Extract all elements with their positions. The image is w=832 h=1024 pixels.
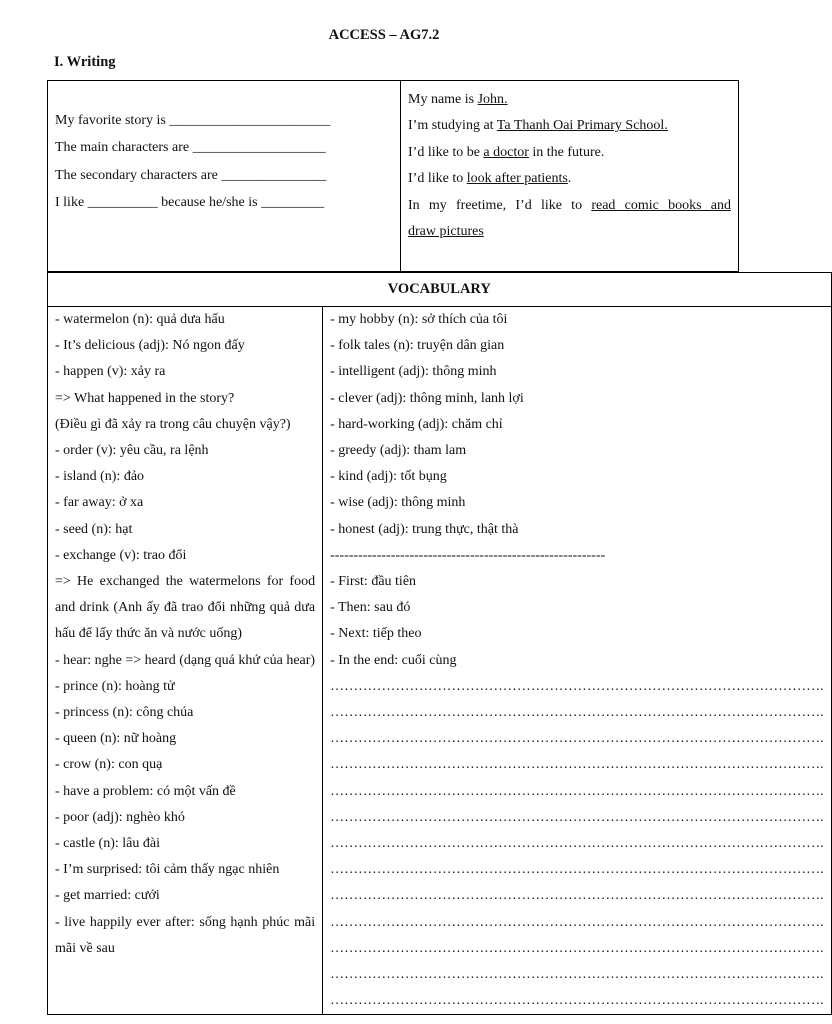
vocabulary-item: - hard-working (adj): chăm chỉ <box>330 416 503 432</box>
example-text: I’m studying at <box>408 118 497 134</box>
example-text: in the future. <box>528 144 605 160</box>
vocabulary-item: ……………………………………………………………………………………………. <box>330 705 824 721</box>
vocabulary-item: ……………………………………………………………………………………………. <box>330 783 824 799</box>
example-line <box>408 87 731 113</box>
vocabulary-item: - have a problem: có một vấn đề <box>55 783 236 799</box>
example-text: I’d like to be <box>408 144 484 160</box>
writing-prompt: I like __________ because he/she is _________ <box>55 194 325 210</box>
vocabulary-item: - In the end: cuối cùng <box>330 652 457 668</box>
vocabulary-item: - folk tales (n): truyện dân gian <box>330 338 505 354</box>
vocabulary-item: - wise (adj): thông minh <box>330 495 466 511</box>
vocabulary-item: - live happily ever after: sống hạnh phúc mãi mãi về sau <box>55 914 316 956</box>
vocabulary-item: ……………………………………………………………………………………………. <box>330 678 824 694</box>
example-answer: a doctor <box>483 144 529 160</box>
example-text: I’d like to <box>408 171 467 187</box>
vocabulary-item: => What happened in the story? <box>55 390 235 406</box>
vocabulary-item: - seed (n): hạt <box>55 521 133 537</box>
vocabulary-item: - It’s delicious (adj): Nó ngon đấy <box>55 338 245 354</box>
vocabulary-item: - clever (adj): thông minh, lanh lợi <box>330 390 524 406</box>
vocabulary-item: - prince (n): hoàng tử <box>55 678 175 694</box>
vocabulary-item: - exchange (v): trao đổi <box>55 547 187 563</box>
vocabulary-item: - hear: nghe => heard (dạng quá khứ của hear) <box>55 652 316 668</box>
vocabulary-item: - watermelon (n): quả dưa hấu <box>55 312 225 327</box>
example-answer: John. <box>477 92 508 107</box>
writing-example-cell <box>401 81 739 272</box>
example-answer: Ta Thanh Oai Primary School. <box>496 118 668 134</box>
writing-table <box>47 80 739 272</box>
example-text: My name is <box>408 92 478 107</box>
vocabulary-item: - Then: sau đó <box>330 600 411 616</box>
vocabulary-item: - queen (n): nữ hoàng <box>55 731 177 747</box>
writing-prompt: The main characters are ___________________ <box>55 140 326 156</box>
vocabulary-item: - greedy (adj): tham lam <box>330 443 467 459</box>
example-answer: draw pictures <box>408 224 484 240</box>
example-answer: read comic books and <box>591 197 731 213</box>
vocabulary-item: - First: đầu tiên <box>330 574 417 590</box>
vocabulary-item: ……………………………………………………………………………………………. <box>330 862 824 878</box>
example-line <box>408 113 731 139</box>
example-line <box>408 219 731 245</box>
writing-prompts-cell <box>48 81 401 272</box>
writing-prompt: The secondary characters are _______________ <box>55 167 327 183</box>
vocabulary-left-column <box>48 307 323 1015</box>
vocabulary-heading: VOCABULARY <box>48 273 832 307</box>
vocabulary-item: ……………………………………………………………………………………………. <box>330 914 824 930</box>
vocabulary-item: ----------------------------------------------------------- <box>330 547 606 563</box>
vocabulary-table <box>47 272 832 1015</box>
page-title: ACCESS – AG7.2 <box>328 27 440 43</box>
vocabulary-item: (Điều gì đã xảy ra trong câu chuyện vậy?) <box>55 416 291 432</box>
vocabulary-item: - honest (adj): trung thực, thật thà <box>330 521 519 537</box>
vocabulary-item: - island (n): đảo <box>55 469 145 485</box>
vocabulary-item: - intelligent (adj): thông minh <box>330 364 497 380</box>
vocabulary-item: ……………………………………………………………………………………………. <box>330 809 824 825</box>
example-answer: look after patients <box>466 171 568 187</box>
vocabulary-item: - poor (adj): nghèo khó <box>55 809 185 825</box>
vocabulary-item: ……………………………………………………………………………………………. <box>330 993 824 1009</box>
vocabulary-item: - crow (n): con quạ <box>55 757 163 773</box>
vocabulary-item: - happen (v): xảy ra <box>55 364 166 380</box>
section-heading: I. Writing <box>54 54 116 70</box>
vocabulary-item: - princess (n): công chúa <box>55 705 194 721</box>
vocabulary-item: ……………………………………………………………………………………………. <box>330 967 824 983</box>
vocabulary-item: - my hobby (n): sở thích của tôi <box>330 312 508 327</box>
vocabulary-item: - castle (n): lâu đài <box>55 836 160 852</box>
example-text: . <box>567 171 572 187</box>
vocabulary-item: - I’m surprised: tôi cảm thấy ngạc nhiên <box>55 862 280 878</box>
writing-prompt: My favorite story is _______________________ <box>55 113 331 128</box>
vocabulary-item: - Next: tiếp theo <box>330 626 422 642</box>
vocabulary-item: - far away: ở xa <box>55 495 144 511</box>
vocabulary-item: ……………………………………………………………………………………………. <box>330 940 824 956</box>
example-text: In my freetime, I’d like to <box>408 197 592 213</box>
vocabulary-item: ……………………………………………………………………………………………. <box>330 757 824 773</box>
example-line <box>408 193 731 219</box>
vocabulary-item: - get married: cưới <box>55 888 160 904</box>
example-line <box>408 166 731 192</box>
example-line <box>408 140 731 166</box>
vocabulary-item: - kind (adj): tốt bụng <box>330 469 447 485</box>
vocabulary-item: ……………………………………………………………………………………………. <box>330 888 824 904</box>
vocabulary-item: ……………………………………………………………………………………………. <box>330 731 824 747</box>
vocabulary-right-column <box>323 307 832 1015</box>
vocabulary-item: ……………………………………………………………………………………………. <box>330 836 824 852</box>
vocabulary-item: => He exchanged the watermelons for food and drink (Anh ấy đã trao đổi những quả dưa hấu để lấy thức ăn và nước uống) <box>55 574 316 642</box>
vocabulary-item: - order (v): yêu cầu, ra lệnh <box>55 443 209 459</box>
